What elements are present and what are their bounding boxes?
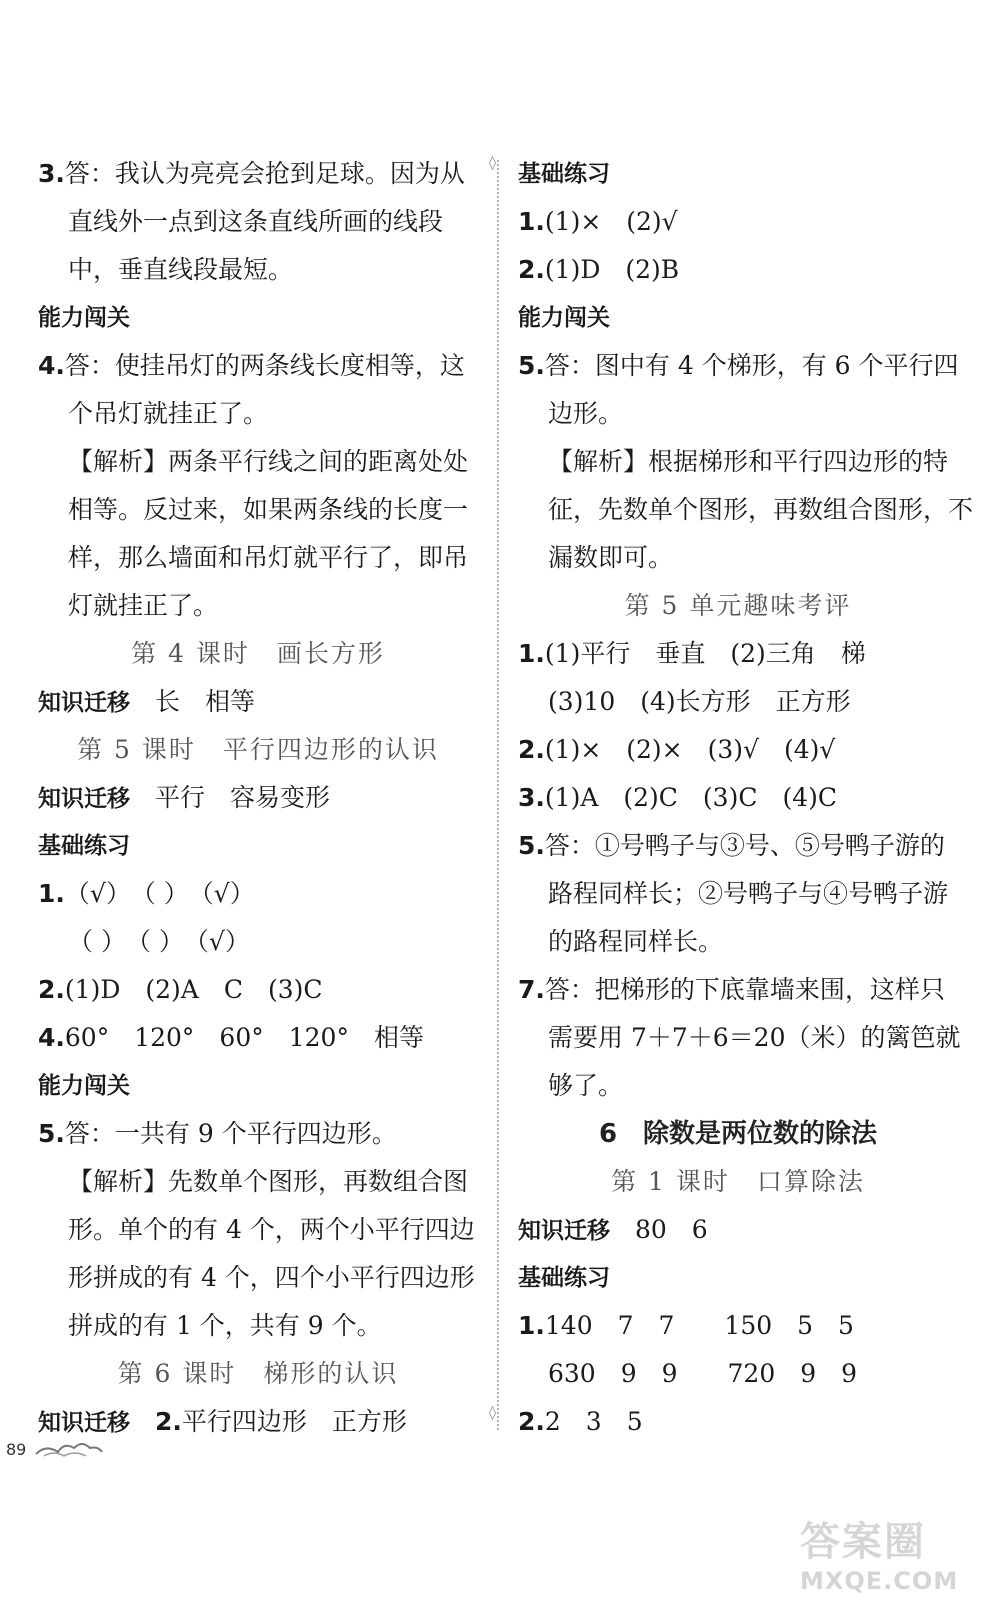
cloud-ornament-icon [34,1436,104,1462]
answer-line: (3)10 (4)长方形 正方形 [548,687,851,716]
section-heading: 能力闯关 [38,305,130,331]
section-heading: 基础练习 [518,161,610,187]
answer-line: 知识迁移 长 相等 [38,687,256,716]
lesson-title: 第 5 课时 平行四边形的认识 [77,735,439,764]
left-column [38,150,478,1446]
answer-line: 2.2 3 5 [518,1407,643,1436]
answer-line: 5.答：①号鸭子与③号、⑤号鸭子游的 [518,831,945,860]
analysis-line: 形拼成的有 4 个，四个小平行四边形 [68,1263,475,1292]
analysis-line: 拼成的有 1 个，共有 9 个。 [68,1311,382,1340]
analysis-line: 征，先数单个图形，再数组合图形，不 [548,495,974,524]
analysis-line: 【解析】先数单个图形，再数组合图 [68,1167,469,1196]
lesson-title: 第 6 课时 梯形的认识 [117,1359,399,1388]
answer-line: 够了。 [548,1071,624,1100]
answer-line: 边形。 [548,399,624,428]
answer-line: 中，垂直线段最短。 [68,255,294,284]
answer-line: 630 9 9 720 9 9 [548,1359,858,1388]
answer-line: 7.答：把梯形的下底靠墙来围，这样只 [518,975,945,1004]
analysis-line: 灯就挂正了。 [68,591,219,620]
watermark [800,1510,990,1595]
answer-line: 的路程同样长。 [548,927,724,956]
answer-line: 2.(1)D (2)A C (3)C [38,975,323,1004]
answer-line: 直线外一点到这条直线所画的线段 [68,207,444,236]
answer-line: 1.（√） （ ） （√） [38,879,255,908]
answer-line: 2.(1)× (2)× (3)√ (4)√ [518,735,836,764]
answer-line: 4.答：使挂吊灯的两条线长度相等，这 [38,351,465,380]
answer-line: 3.(1)A (2)C (3)C (4)C [518,783,837,812]
analysis-line: 相等。反过来，如果两条线的长度一 [68,495,469,524]
column-divider [497,160,499,1430]
analysis-line: 样，那么墙面和吊灯就平行了，即吊 [68,543,469,572]
lesson-title: 第 1 课时 口算除法 [611,1167,865,1196]
answer-line: 知识迁移 80 6 [518,1215,708,1244]
watermark-logo-text: 答案圈 [800,1519,926,1565]
answer-line: （ ） （ ） （√） [68,927,250,956]
answer-line: 个吊灯就挂正了。 [68,399,269,428]
answer-line: 知识迁移 2.平行四边形 正方形 [38,1407,407,1436]
answer-line: 1.(1)平行 垂直 (2)三角 梯 [518,639,866,668]
unit-review-title: 第 5 单元趣味考评 [624,591,852,620]
divider-ornament-top: ◊ [489,155,496,171]
analysis-line: 【解析】根据梯形和平行四边形的特 [548,447,949,476]
answer-line: 5.答：一共有 9 个平行四边形。 [38,1119,397,1148]
analysis-line: 【解析】两条平行线之间的距离处处 [68,447,469,476]
unit-title: 6 除数是两位数的除法 [598,1119,878,1149]
watermark-url: MXQE.COM [800,1567,959,1595]
answer-line: 1.(1)× (2)√ [518,207,678,236]
answer-line: 4.60° 120° 60° 120° 相等 [38,1023,424,1052]
divider-ornament-bottom: ◊ [489,1405,496,1421]
answer-line: 1.140 7 7 150 5 5 [518,1311,854,1340]
answer-line: 路程同样长；②号鸭子与④号鸭子游 [548,879,949,908]
analysis-line: 形。单个的有 4 个，两个小平行四边 [68,1215,475,1244]
right-column [518,150,974,1446]
section-heading: 能力闯关 [38,1073,130,1099]
section-heading: 能力闯关 [518,305,610,331]
section-heading: 基础练习 [38,833,130,859]
page-number: 89 [6,1440,27,1459]
answer-line: 2.(1)D (2)B [518,255,680,284]
analysis-line: 漏数即可。 [548,543,674,572]
lesson-title: 第 4 课时 画长方形 [131,639,385,668]
section-heading: 基础练习 [518,1265,610,1291]
answer-line: 3.答：我认为亮亮会抢到足球。因为从 [38,159,465,188]
answer-line: 知识迁移 平行 容易变形 [38,783,331,812]
answer-line: 5.答：图中有 4 个梯形，有 6 个平行四 [518,351,959,380]
answer-line: 需要用 7＋7＋6＝20（米）的篱笆就 [548,1023,961,1052]
